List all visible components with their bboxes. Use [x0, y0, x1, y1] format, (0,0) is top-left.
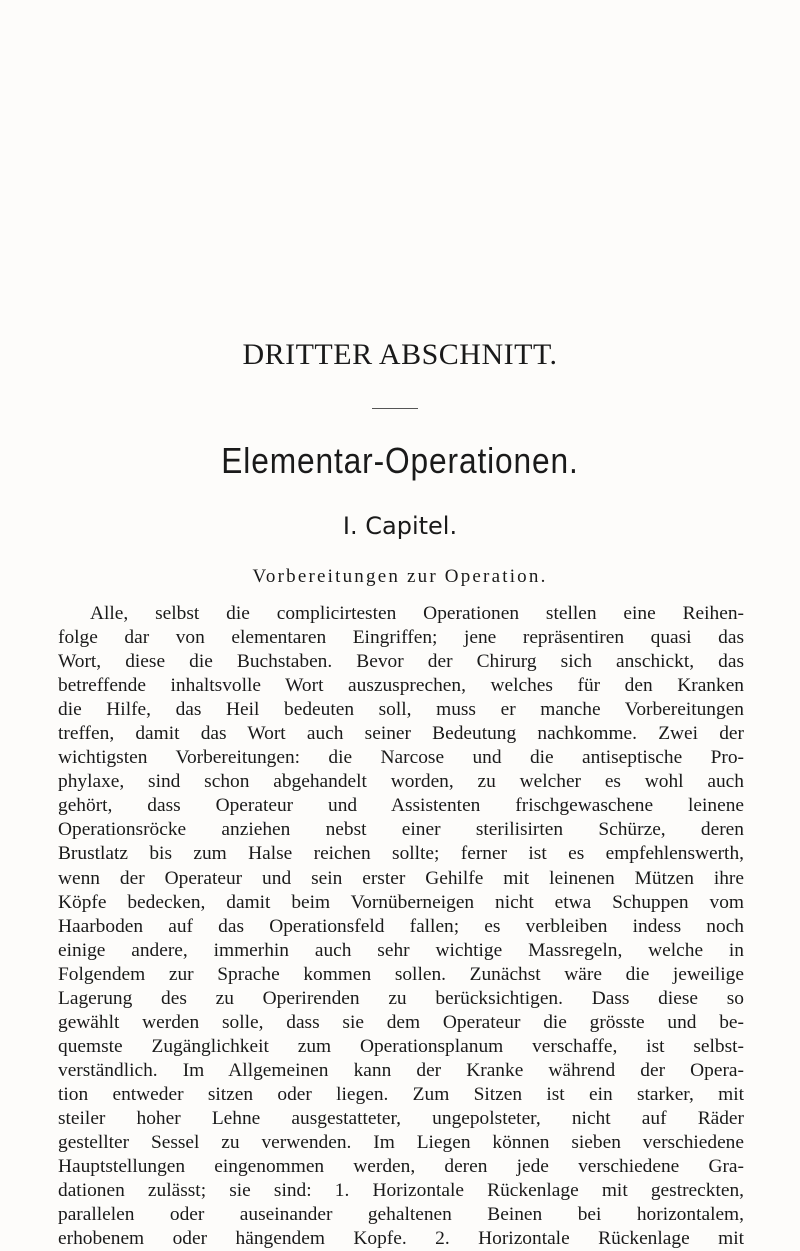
- text-line: verständlich. Im Allgemeinen kann der Kranke während der Opera-: [58, 1059, 744, 1081]
- text-line: parallelen oder auseinander gehaltenen Beinen bei horizontalem,: [58, 1204, 744, 1226]
- text-line: wichtigsten Vorbereitungen: die Narcose und die antiseptische Pro-: [58, 747, 744, 769]
- text-line: gehört, dass Operateur und Assistenten frischgewaschene leinene: [58, 795, 744, 817]
- text-line: gestellter Sessel zu verwenden. Im Liegen können sieben verschiedene: [58, 1132, 744, 1154]
- text-line: treffen, damit das Wort auch seiner Bedeutung nachkomme. Zwei der: [58, 723, 744, 745]
- text-line: Köpfe bedecken, damit beim Vornüberneigen nicht etwa Schuppen vom: [58, 891, 744, 913]
- text-line: Haarboden auf das Operationsfeld fallen; es verbleiben indess noch: [58, 915, 744, 937]
- text-line: Wort, diese die Buchstaben. Bevor der Chirurg sich anschickt, das: [58, 651, 744, 673]
- text-line: tion entweder sitzen oder liegen. Zum Sitzen ist ein starker, mit: [58, 1083, 744, 1105]
- text-line: die Hilfe, das Heil bedeuten soll, muss er manche Vorbereitungen: [58, 699, 744, 721]
- chapter-number: I. Capitel.: [342, 512, 458, 540]
- section-subtitle: Vorbereitungen zur Operation.: [252, 566, 548, 587]
- text-line: erhobenem oder hängendem Kopfe. 2. Horizontale Rückenlage mit: [58, 1228, 744, 1250]
- text-line: gewählt werden solle, dass sie dem Operateur die grösste und be-: [58, 1011, 744, 1033]
- text-line: einige andere, immerhin auch sehr wichtige Massregeln, welche in: [58, 939, 744, 961]
- text-line: Hauptstellungen eingenommen werden, deren jede verschiedene Gra-: [58, 1156, 744, 1178]
- heading-divider: [372, 408, 418, 409]
- text-line: betreffende inhaltsvolle Wort auszusprechen, welches für den Kranken: [58, 675, 744, 697]
- text-line: dationen zulässt; sie sind: 1. Horizontale Rückenlage mit gestreckten,: [58, 1180, 744, 1202]
- text-line: folge dar von elementaren Eingriffen; jene repräsentiren quasi das: [58, 627, 744, 649]
- text-line: Folgendem zur Sprache kommen sollen. Zunächst wäre die jeweilige: [58, 963, 744, 985]
- text-line: phylaxe, sind schon abgehandelt worden, zu welcher es wohl auch: [58, 771, 744, 793]
- text-line: wenn der Operateur und sein erster Gehilfe mit leinenen Mützen ihre: [58, 867, 744, 889]
- body-paragraph: [58, 602, 744, 1251]
- text-line: Lagerung des zu Operirenden zu berücksichtigen. Dass diese so: [58, 987, 744, 1009]
- text-line: steiler hoher Lehne ausgestatteter, ungepolsteter, nicht auf Räder: [58, 1107, 744, 1129]
- text-line: Alle, selbst die complicirtesten Operationen stellen eine Reihen-: [90, 603, 744, 624]
- text-line: quemste Zugänglichkeit zum Operationsplanum verschaffe, ist selbst-: [58, 1035, 744, 1057]
- text-line: Brustlatz bis zum Halse reichen sollte; ferner ist es empfehlenswerth,: [58, 843, 744, 865]
- section-heading: DRITTER ABSCHNITT.: [242, 338, 558, 371]
- chapter-title: Elementar-Operationen.: [221, 440, 579, 481]
- text-line: Operationsröcke anziehen nebst einer sterilisirten Schürze, deren: [58, 819, 744, 841]
